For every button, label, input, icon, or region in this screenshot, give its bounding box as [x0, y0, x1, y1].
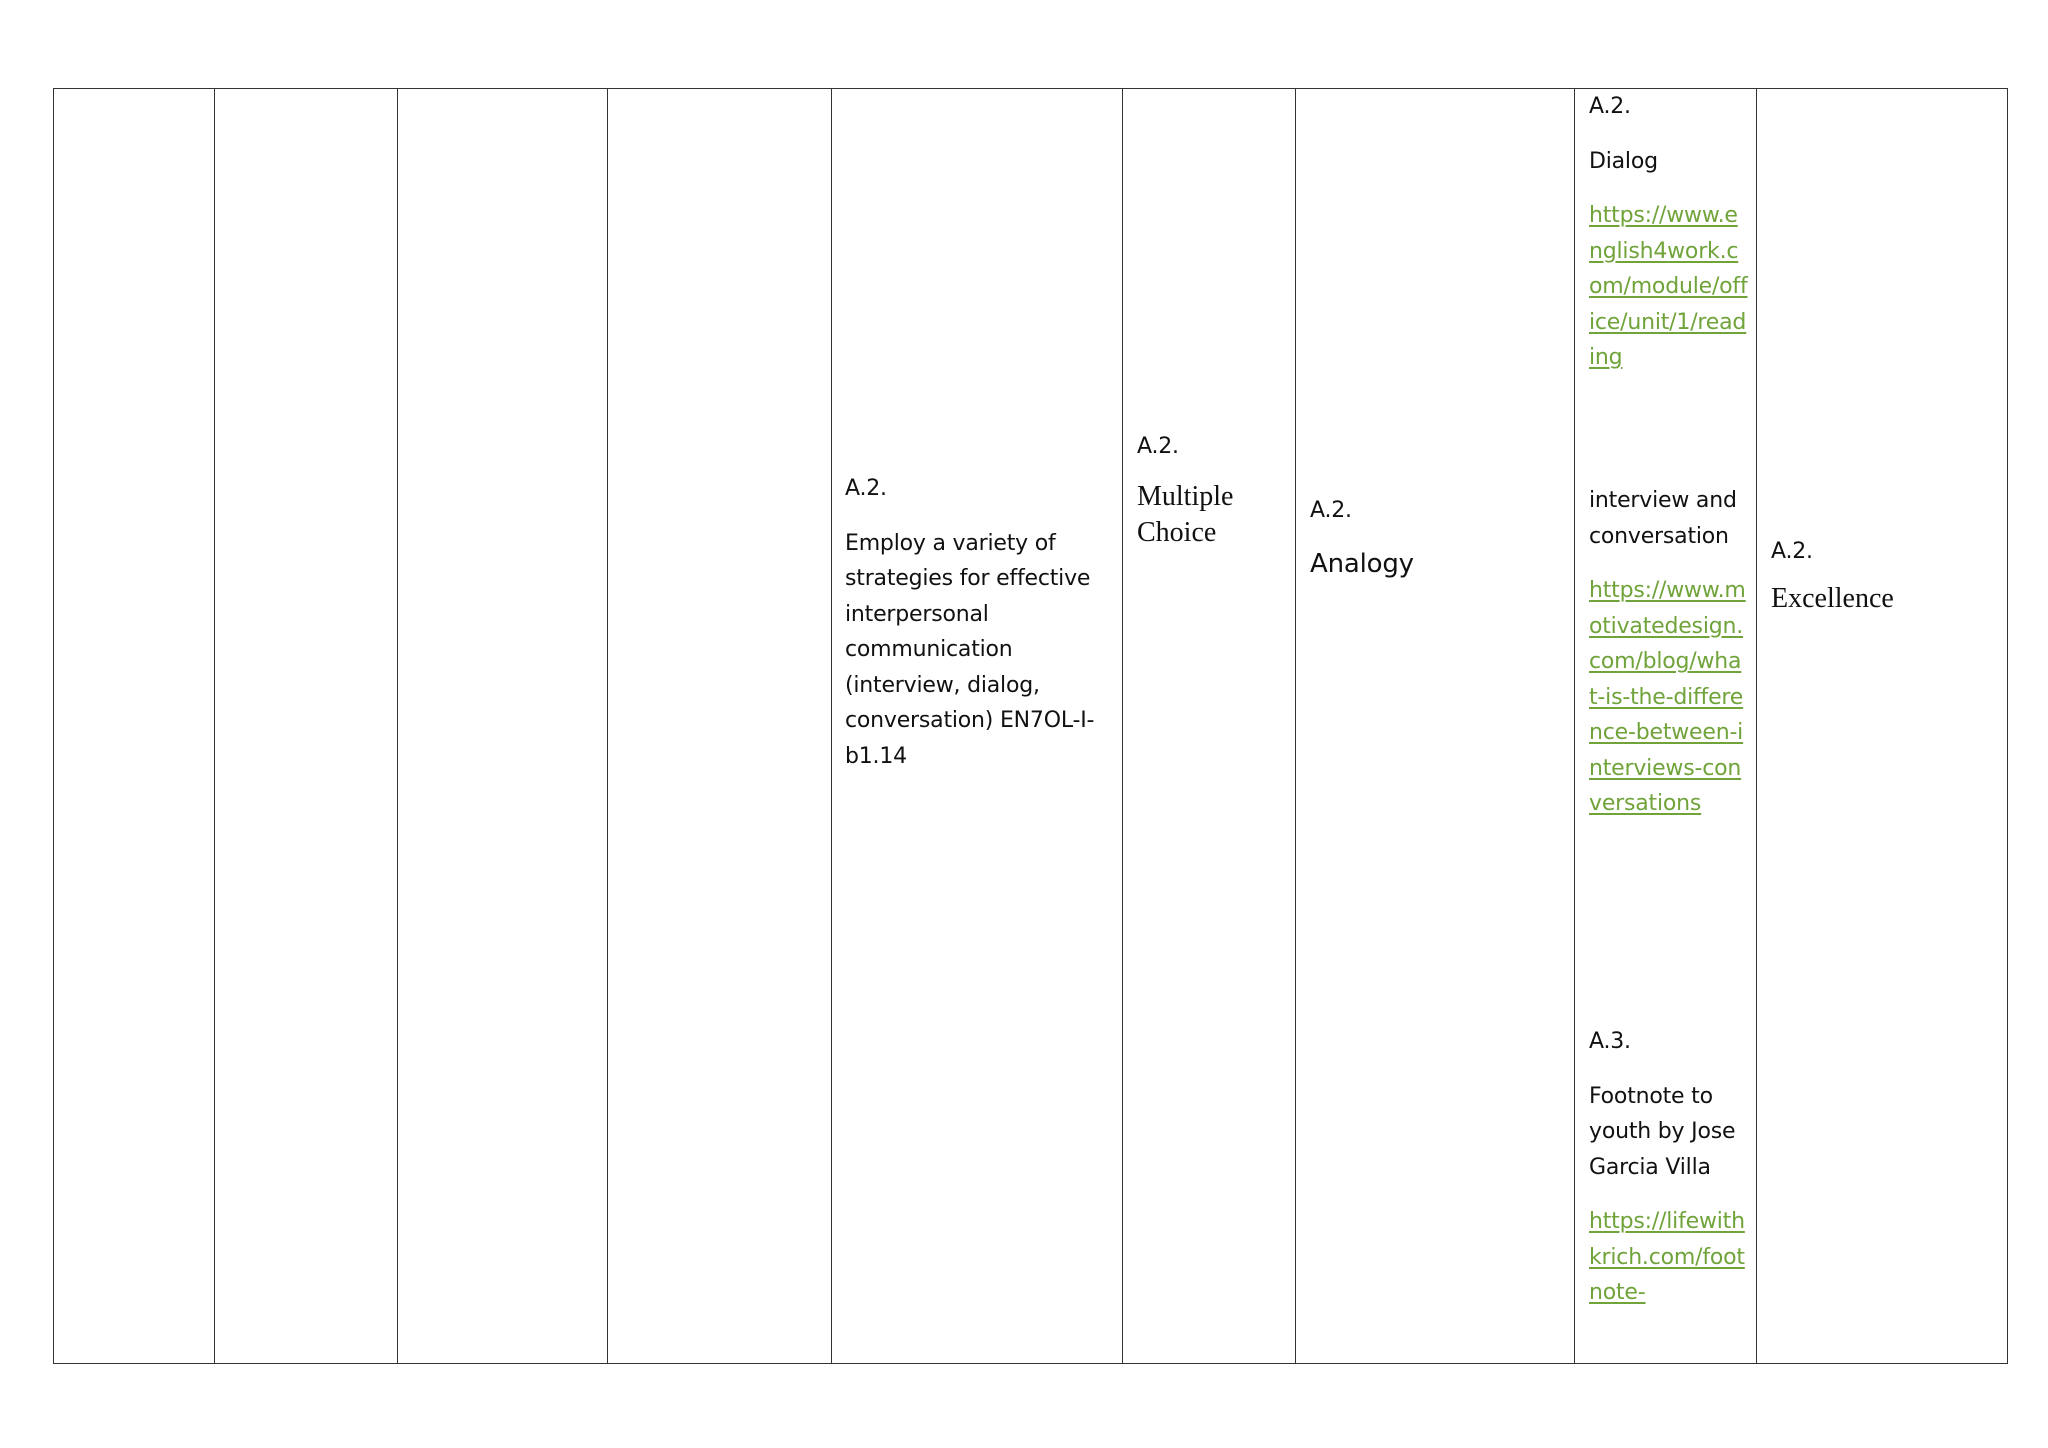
assessment-code: A.2.: [1137, 434, 1179, 459]
resource-a3-code: A.3.: [1589, 1029, 1631, 1054]
resource-a3-title: Footnote to youth by Jose Garcia Villa: [1589, 1083, 1736, 1180]
cell-empty-4: [607, 89, 831, 1363]
resource-a3-link[interactable]: https://lifewithkrich.com/footnote-: [1589, 1209, 1745, 1305]
column-divider: [1122, 89, 1123, 1363]
resource-a2-code: A.2.: [1589, 94, 1631, 119]
strategy-code: A.2.: [1310, 498, 1352, 523]
resources-cell-a3: [1589, 1024, 1749, 1311]
value-text: Excellence: [1771, 582, 1894, 614]
assessment-text: Multiple Choice: [1137, 480, 1234, 548]
resource-interview-link[interactable]: https://www.motivatedesign.com/blog/what-is-the-difference-between-interviews-conversations: [1589, 578, 1746, 816]
resource-dialog-title: Dialog: [1589, 148, 1658, 174]
resources-cell-a2-dialog: [1589, 89, 1749, 376]
column-divider: [1295, 89, 1296, 1363]
cell-empty-1: [54, 89, 214, 1363]
objective-text: Employ a variety of strategies for effective interpersonal communication (interview, dialog, conversation) EN7OL-I-b1.14: [845, 530, 1095, 769]
cell-empty-2: [214, 89, 397, 1363]
value-cell: [1771, 534, 1991, 617]
lesson-plan-table: [53, 88, 2008, 1364]
column-divider: [1574, 89, 1575, 1363]
resource-dialog-link[interactable]: https://www.english4work.com/module/office/unit/1/reading: [1589, 203, 1748, 370]
assessment-cell: [1137, 429, 1287, 551]
strategy-cell: [1310, 493, 1560, 582]
column-divider: [1756, 89, 1757, 1363]
strategy-text: Analogy: [1310, 548, 1414, 579]
objective-code: A.2.: [845, 476, 887, 501]
resources-cell-a2-interview: [1589, 483, 1749, 822]
value-code: A.2.: [1771, 539, 1813, 564]
resource-interview-title: interview and conversation: [1589, 488, 1737, 549]
cell-empty-3: [397, 89, 607, 1363]
column-divider: [831, 89, 832, 1363]
objective-cell: [845, 471, 1110, 774]
